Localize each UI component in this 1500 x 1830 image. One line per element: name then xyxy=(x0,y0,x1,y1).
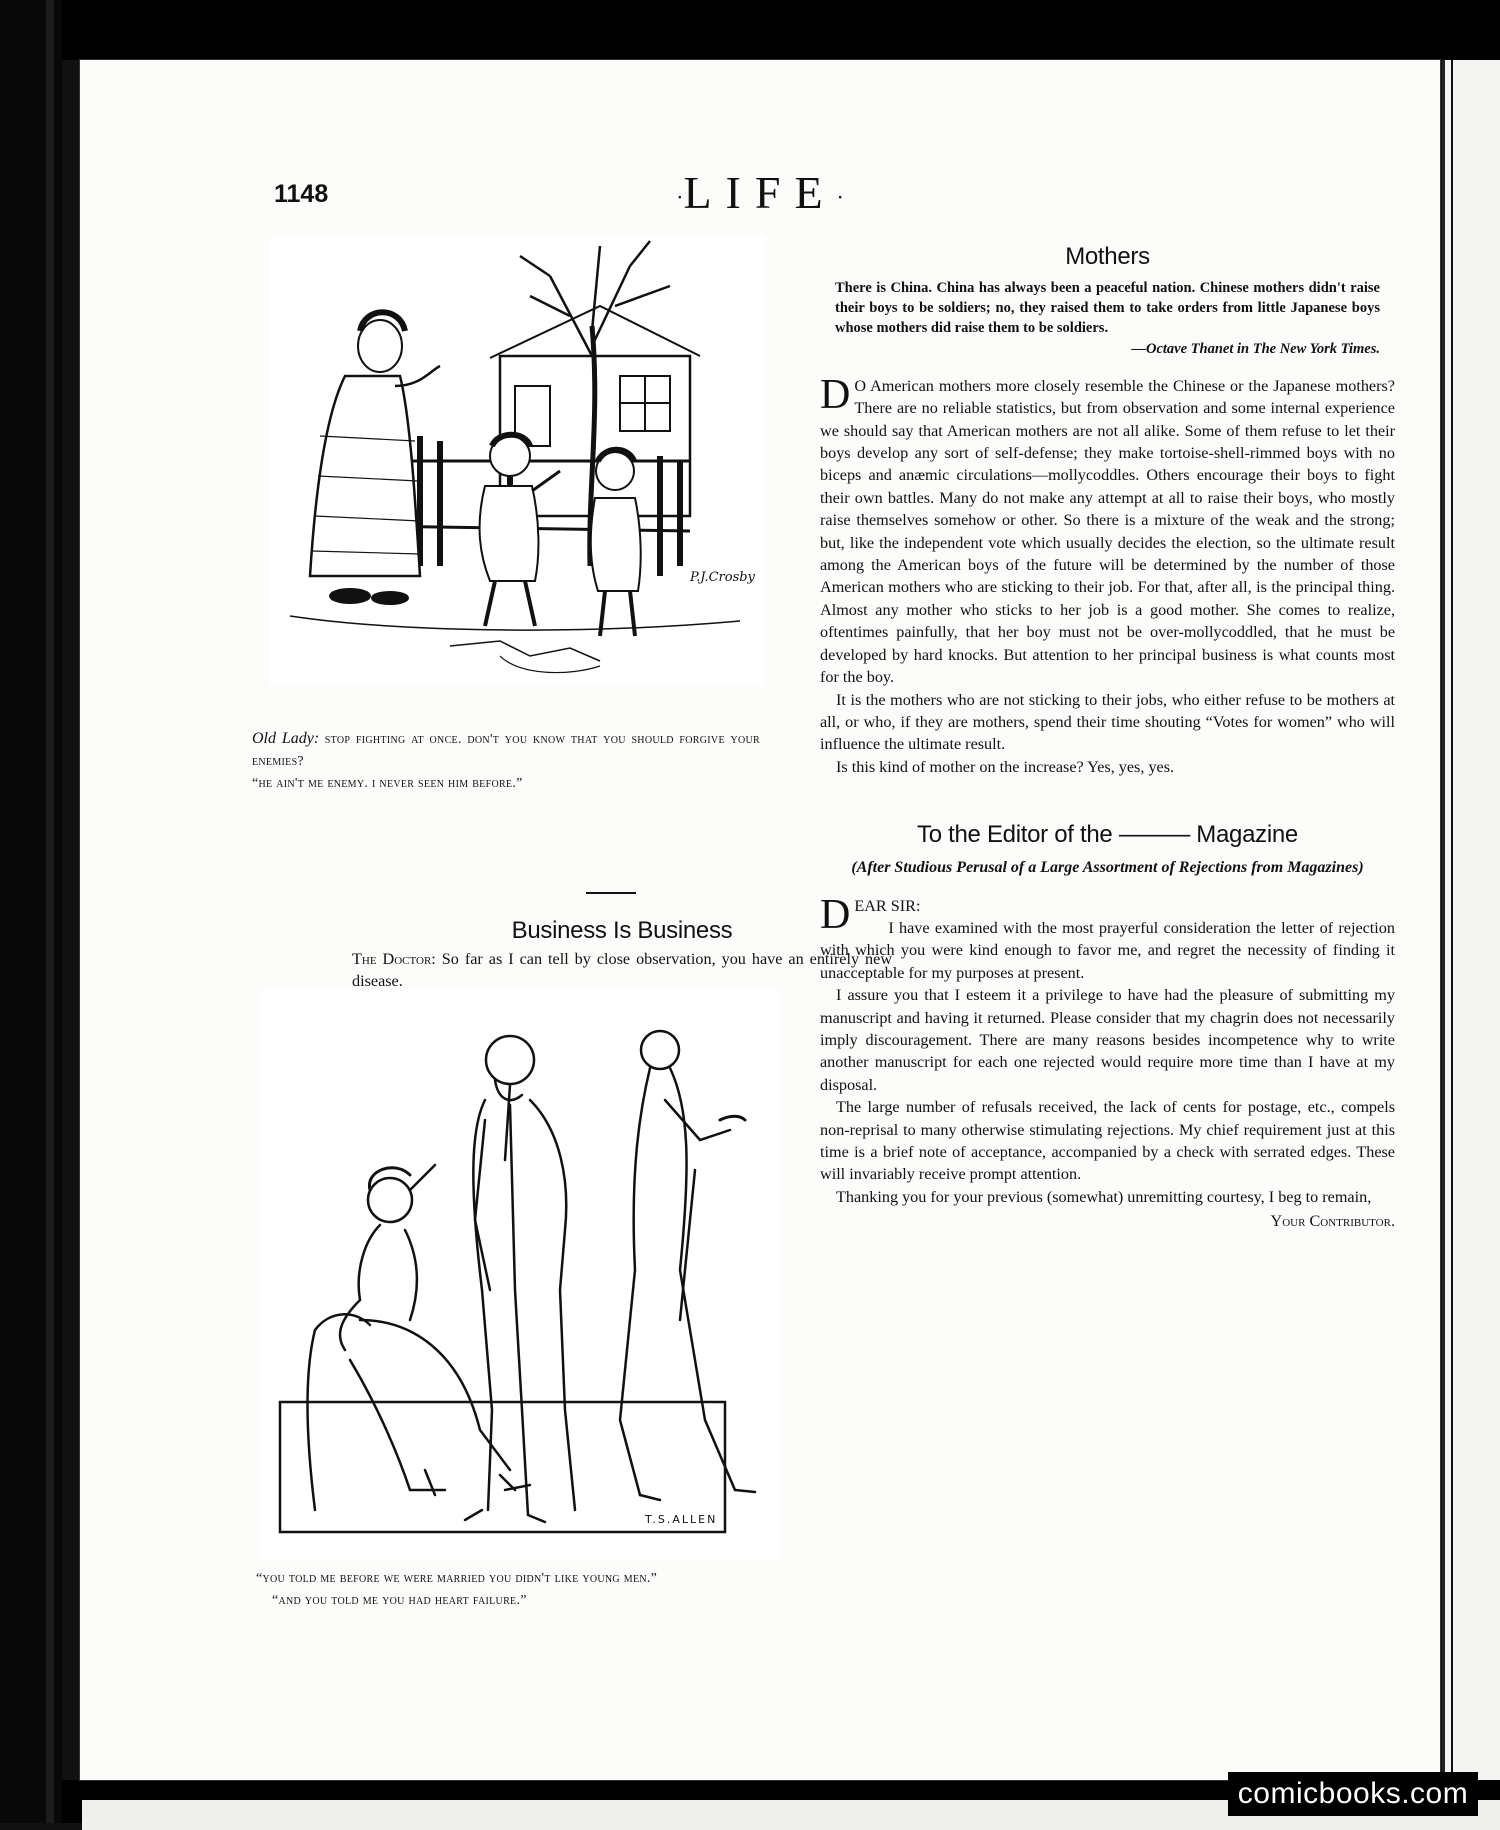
right-column xyxy=(820,243,1395,1233)
cartoon-couple-illustration xyxy=(260,990,780,1560)
cartoon-old-lady-caption xyxy=(252,728,760,795)
editor-paragraph-3: The large number of refusals received, the lack of cents for postage, etc., compels non-reprisal to many otherwise stimulating rejections. My chief requirement just at this time is a brief note of acceptance, accompanied by a check with serrated edges. These will invariably receive prompt attention. xyxy=(820,1098,1395,1184)
editor-dropcap: D xyxy=(820,891,851,938)
cartoon-couple-caption xyxy=(256,1568,772,1612)
mothers-title: Mothers xyxy=(1065,243,1150,270)
editor-paragraph-2: I assure you that I esteem it a privilege to have had the pleasure of submitting my manuscript and having it returned. Please consider that my chagrin does not necessarily imply discouragement. There are many reasons besides incompetence why to write another manuscript for each one rejected would require more time than I have at my disposal. xyxy=(820,986,1395,1094)
scan-left-border xyxy=(0,0,62,1823)
editor-paragraph-4: Thanking you for your previous (somewhat) unremitting courtesy, I beg to remain, xyxy=(836,1187,1372,1206)
magazine-page xyxy=(80,60,1440,1780)
editor-subtitle: (After Studious Perusal of a Large Assortment of Rejections from Magazines) xyxy=(851,858,1364,876)
editor-salutation: DEAR SIR: xyxy=(820,891,921,938)
watermark-comicbooks: comicbooks.com xyxy=(1228,1772,1478,1816)
masthead: ·LIFE· xyxy=(676,167,844,218)
caption-line-2: “he ain't me enemy. i never seen him before.” xyxy=(252,776,523,791)
section-divider xyxy=(586,892,636,894)
mothers-epigraph: There is China. China has always been a peaceful nation. Chinese mothers didn't raise their boys to be soldiers; no, they raised them to take orders from little Japanese boys whose mothers did raise them to be soldiers. xyxy=(835,280,1380,337)
caption-speaker: Old Lady: xyxy=(252,730,320,747)
adjacent-page-edge xyxy=(1442,60,1500,1780)
business-title: Business Is Business xyxy=(511,917,733,944)
masthead-title: LIFE xyxy=(683,167,837,218)
couple-caption-line-2: “and you told me you had heart failure.” xyxy=(272,1593,527,1608)
cartoon-old-lady-drawing xyxy=(270,236,765,686)
mothers-paragraph-2: It is the mothers who are not sticking to their jobs, who either refuse to be mothers at all, or who, if they are mothers, spend their time shouting “Votes for women” who will influence the ultimate result. xyxy=(820,690,1395,754)
mothers-paragraph-1: D O American mothers more closely resemble the Chinese or the Japanese mothers? There are no reliable statistics, but from observation and some internal experience we should say that American mothers are not all alike. Some of them refuse to let their boys develop any sort of self-defense; they make tortoise-shell-rimmed boys with no biceps and anæmic circulations—mollycoddles. Others encourage their boys to fight their own battles. Many do not make any attempt at all to raise their boys, who mostly raise themselves somehow or other. So there is a mixture of the weak and the strong; but, like the independent vote which usually decides the election, so the ultimate result among the American boys of the future will be determined by the number of those American mothers who are sticking to their job. For that, after all, is the principal thing. Almost any mother who sticks to her job is a good mother. She comes to realize, oftentimes painfully, that her boy must not be over-mollycoddled, that he must be developed by hard knocks. But attention to her principal business is what counts most for the boy. xyxy=(820,371,1395,687)
editor-paragraph-1: I have examined with the most prayerful consideration the letter of rejection with which you were kind enough to favor me, and regret the necessity of finding it unacceptable for my purposes at present. xyxy=(820,918,1395,982)
editor-signature: Your Contributor. xyxy=(1270,1212,1395,1231)
artist-signature-allen: T.S.ALLEN xyxy=(645,1513,718,1526)
couple-caption-line-1: “you told me before we were married you didn't like young men.” xyxy=(256,1571,658,1586)
doctor-line: So far as I can tell by close observation, you have an entirely new disease. xyxy=(352,950,893,990)
cartoon-old-lady-illustration xyxy=(270,236,765,686)
mothers-paragraph-3: Is this kind of mother on the increase? Yes, yes, yes. xyxy=(836,757,1175,776)
doctor-label: The Doctor: xyxy=(352,950,436,968)
mothers-dropcap: D xyxy=(820,371,851,418)
editor-title: To the Editor of the ——— Magazine xyxy=(917,821,1298,849)
caption-line-1: stop fighting at once. don't you know that you should forgive your enemies? xyxy=(252,732,760,769)
artist-signature-crosby: P.J.Crosby xyxy=(690,570,755,585)
scan-top-border xyxy=(62,0,1500,60)
mothers-epigraph-source: —Octave Thanet in The New York Times. xyxy=(1131,341,1380,358)
cartoon-couple-drawing xyxy=(260,990,780,1560)
page-number: 1148 xyxy=(274,180,329,208)
